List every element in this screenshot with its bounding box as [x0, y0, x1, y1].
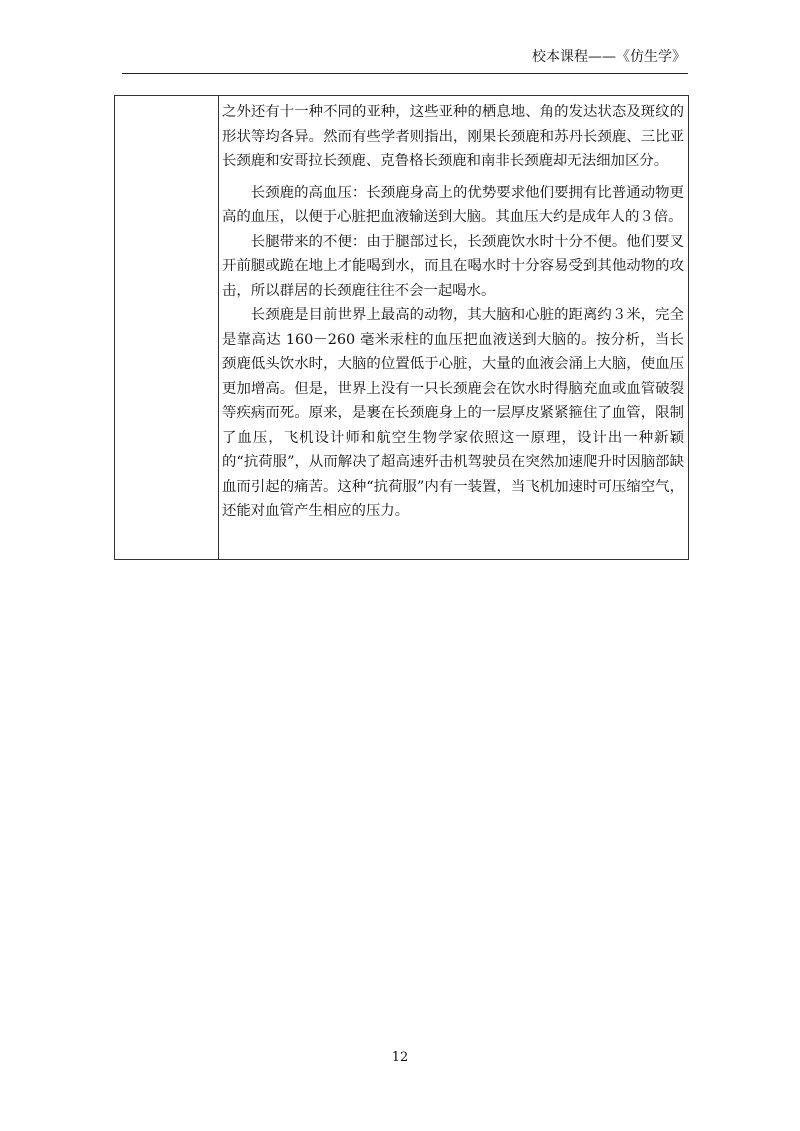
- table-text-column: [219, 96, 688, 559]
- page-number: 12: [391, 1050, 409, 1065]
- table-left-column: [115, 96, 219, 559]
- paragraph-anti-g-suit: 长颈鹿是目前世界上最高的动物，其大脑和心脏的距离约３米，完全是靠高达 160－260 毫米汞柱的血压把血液送到大脑的。按分析，当长颈鹿低头饮水时，大脑的位置低于心脏，大量的血液会涌上大脑，使血压更加增高。但是，世界上没有一只长颈鹿会在饮水时得脑充血或血管破裂等疾病而死。原来，是裹在长颈鹿身上的一层厚皮紧紧箍住了血管，限制了血压，飞机设计师和航空生物学家依照这一原理，设计出一种新颖的“抗荷服”，从而解决了超高速歼击机驾驶员在突然加速爬升时因脑部缺血而引起的痛苦。这种“抗荷服”内有一装置，当飞机加速时可压缩空气，还能对血管产生相应的压力。: [222, 307, 684, 519]
- running-header: 校本课程——《仿生学》: [532, 49, 686, 65]
- paragraph-subspecies: 之外还有十一种不同的亚种，这些亚种的栖息地、角的发达状态及斑纹的形状等均各异。然而有些学者则指出，刚果长颈鹿和苏丹长颈鹿、三比亚长颈鹿和安哥拉长颈鹿、克鲁格长颈鹿和南非长颈鹿却无法细加区分。: [222, 104, 684, 169]
- paragraph-long-legs: 长腿带来的不便：由于腿部过长，长颈鹿饮水时十分不便。他们要叉开前腿或跪在地上才能喝到水，而且在喝水时十分容易受到其他动物的攻击，所以群居的长颈鹿往往不会一起喝水。: [222, 233, 684, 299]
- header-rule: [122, 73, 688, 74]
- paragraph-high-blood-pressure: 长颈鹿的高血压：长颈鹿身高上的优势要求他们要拥有比普通动物更高的血压，以便于心脏把血液输送到大脑。其血压大约是成年人的３倍。: [222, 184, 684, 225]
- content-table: [114, 95, 689, 560]
